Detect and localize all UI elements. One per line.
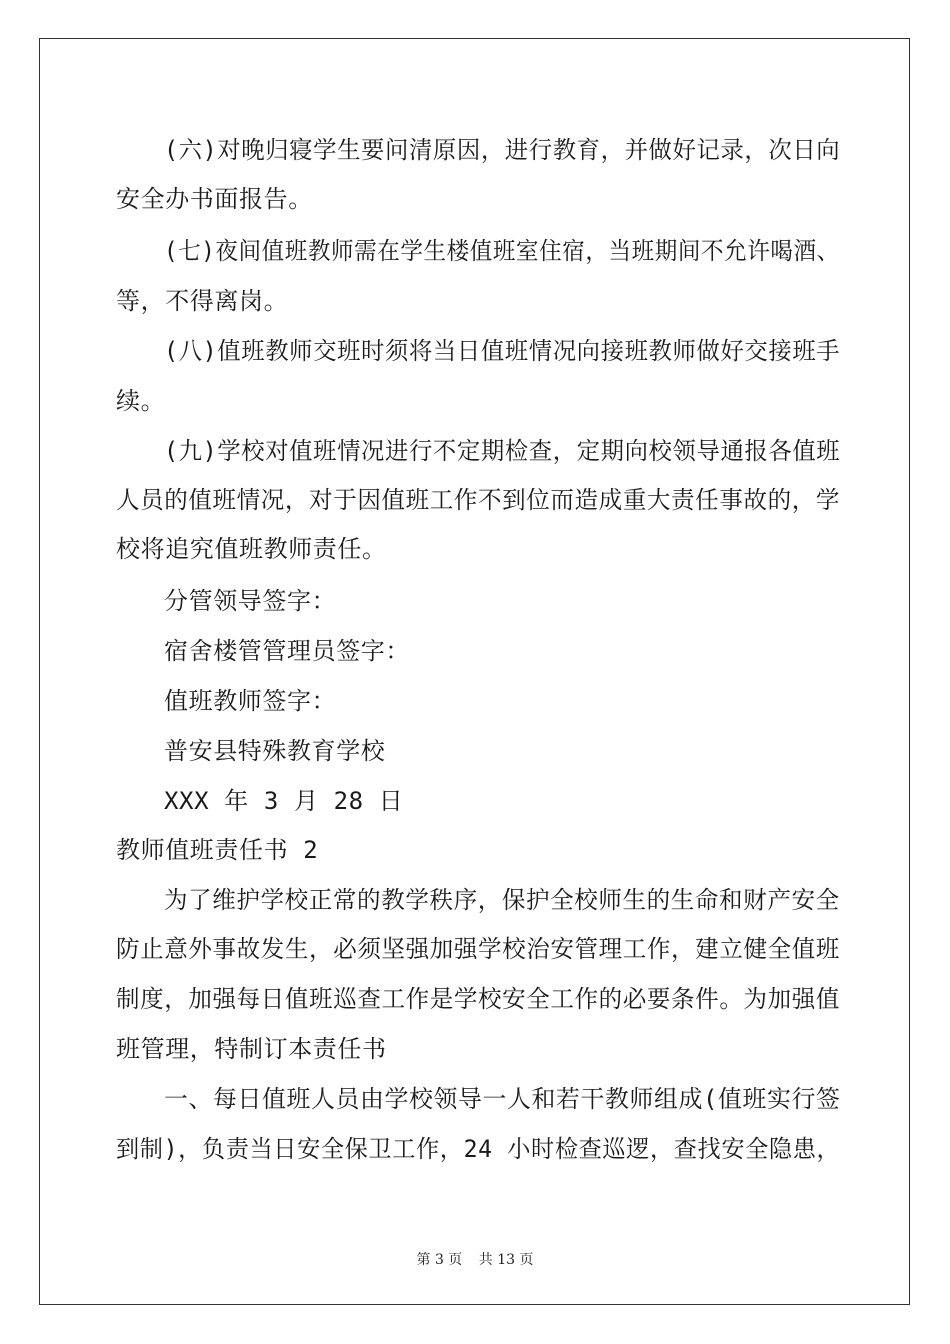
paragraph-line: 等，不得离岗。: [116, 287, 289, 315]
signature-leader-label: 分管领导签字：: [164, 587, 337, 615]
school-name: 普安县特殊教育学校: [164, 737, 386, 765]
paragraph-line: 班管理，特制订本责任书: [116, 1035, 387, 1063]
paragraph-line: 一、每日值班人员由学校领导一人和若干教师组成(值班实行签: [164, 1085, 841, 1113]
page-number: 第 3 页: [416, 1252, 463, 1268]
document-date: XXX 年 3 月 28 日: [164, 787, 404, 815]
paragraph-line: 为了维护学校正常的教学秩序，保护全校师生的生命和财产安全: [164, 886, 840, 914]
page-footer: [0, 1249, 950, 1269]
signature-dorm-manager-label: 宿舍楼管管理员签字：: [164, 637, 410, 665]
paragraph-line: 人员的值班情况，对于因值班工作不到位而造成重大责任事故的，学: [116, 486, 840, 514]
paragraph-line: 续。: [116, 387, 166, 415]
section-title: 教师值班责任书 2: [116, 836, 319, 864]
paragraph-line: 校将追究值班教师责任。: [116, 535, 387, 563]
paragraph-line: 防止意外事故发生，必须坚强加强学校治安管理工作，建立健全值班: [116, 935, 840, 963]
paragraph-line: (九)学校对值班情况进行不定期检查，定期向校领导通报各值班: [164, 437, 841, 465]
paragraph-line: (七)夜间值班教师需在学生楼值班室住宿，当班期间不允许喝酒、: [164, 237, 840, 265]
page-border: [39, 38, 910, 1305]
signature-teacher-label: 值班教师签字：: [164, 687, 337, 715]
paragraph-line: 到制)，负责当日安全保卫工作，24 小时检查巡逻，查找安全隐患，: [116, 1135, 841, 1163]
paragraph-line: (六)对晚归寝学生要问清原因，进行教育，并做好记录，次日向: [164, 136, 841, 164]
paragraph-line: 制度，加强每日值班巡查工作是学校安全工作的必要条件。为加强值: [116, 985, 840, 1013]
paragraph-line: (八)值班教师交班时须将当日值班情况向接班教师做好交接班手: [164, 337, 841, 365]
page-total: 共 13 页: [478, 1252, 534, 1268]
paragraph-line: 安全办书面报告。: [116, 185, 313, 213]
